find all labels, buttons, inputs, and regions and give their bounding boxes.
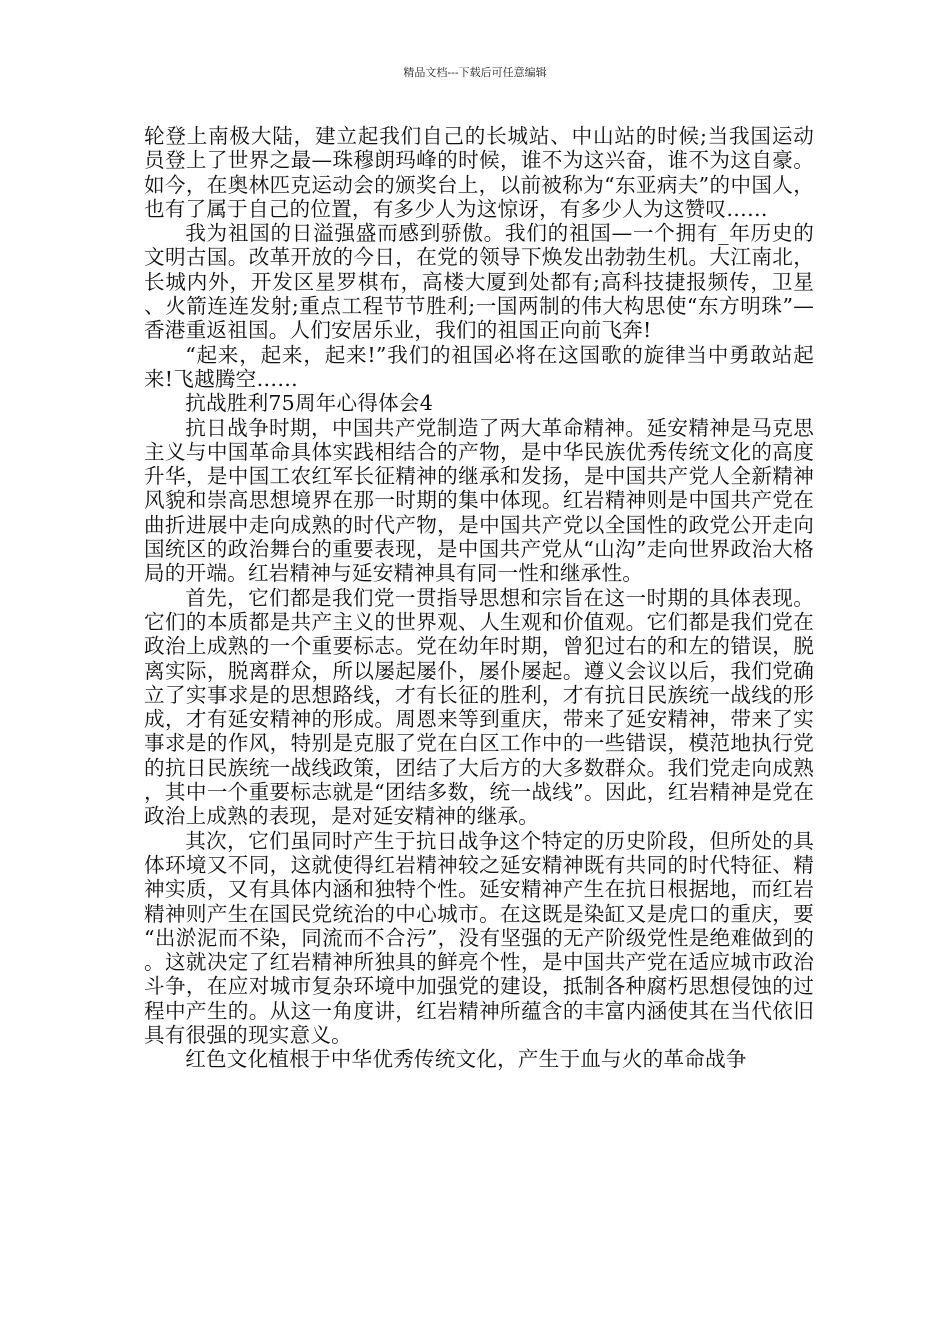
paragraph-second: 其次，它们虽同时产生于抗日战争这个特定的历史阶段，但所处的具体环境又不同，这就使得红岩精神较之延安精神既有共同的时代特征、精神实质，又有具体内涵和独特个性。延安精神产生在抗日根据地，而红岩精神则产生在国民党统治的中心城市。在这既是染缸又是虎口的重庆，要“出淤泥而不染，同流而不合污”，没有坚强的无产阶级党性是绝难做到的。这就决定了红岩精神所独具的鲜亮个性，是中国共产党在适应城市政治斗争，在应对城市复杂环境中加强党的建设，抵制各种腐朽思想侵蚀的过程中产生的。从这一角度讲，红岩精神所蕴含的丰富内涵使其在当代依旧具有很强的现实意义。 — [144, 828, 814, 1047]
paragraph-continued: 轮登上南极大陆，建立起我们自己的长城站、中山站的时候;当我国运动员登上了世界之最—珠穆朗玛峰的时候，谁不为这兴奋，谁不为这自豪。如今，在奥林匹克运动会的颁奖台上，以前被称为“东亚病夫”的中国人，也有了属于自己的位置，有多少人为这惊讶，有多少人为这赞叹…… — [144, 124, 814, 221]
document-body — [144, 124, 814, 1072]
paragraph-red-culture: 红色文化植根于中华优秀传统文化，产生于血与火的革命战争 — [185, 1047, 747, 1072]
section-heading: 抗战胜利75周年心得体会4 — [185, 391, 434, 416]
paragraph-first: 首先，它们都是我们党一贯指导思想和宗旨在这一时期的具体表现。它们的本质都是共产主义的世界观、人生观和价值观。它们都是我们党在政治上成熟的一个重要标志。党在幼年时期，曾犯过右的和左的错误，脱离实际，脱离群众，所以屡起屡仆，屡仆屡起。遵义会议以后，我们党确立了实事求是的思想路线，才有长征的胜利，才有抗日民族统一战线的形成，才有延安精神的形成。周恩来等到重庆，带来了延安精神，带来了实事求是的作风，特别是克服了党在白区工作中的一些错误，模范地执行党的抗日民族统一战线政策，团结了大后方的大多数群众。我们党走向成熟，其中一个重要标志就是“团结多数，统一战线”。因此，红岩精神是党在政治上成熟的表现，是对延安精神的继承。 — [144, 585, 814, 829]
paragraph-two-spirits: 抗日战争时期，中国共产党制造了两大革命精神。延安精神是马克思主义与中国革命具体实践相结合的产物，是中华民族优秀传统文化的高度升华，是中国工农红军长征精神的继承和发扬，是中国共产党人全新精神风貌和崇高思想境界在那一时期的集中体现。红岩精神则是中国共产党在曲折进展中走向成熟的时代产物，是中国共产党以全国性的政党公开走向国统区的政治舞台的重要表现，是中国共产党从“山沟”走向世界政治大格局的开端。红岩精神与延安精神具有同一性和继承性。 — [144, 415, 814, 586]
paragraph-anthem: “起来，起来，起来!”我们的祖国必将在这国歌的旋律当中勇敢站起来!飞越腾空…… — [144, 342, 814, 391]
page-header: 精品文档---下载后可任意编辑 — [403, 66, 547, 79]
paragraph-motherland-pride: 我为祖国的日溢强盛而感到骄傲。我们的祖国—一个拥有_年历史的文明古国。改革开放的今日，在党的领导下焕发出勃勃生机。大江南北，长城内外，开发区星罗棋布，高楼大厦到处都有;高科技捷报频传，卫星、火箭连连发射;重点工程节节胜利;一国两制的伟大构思使“东方明珠”—香港重返祖国。人们安居乐业，我们的祖国正向前飞奔! — [144, 221, 814, 343]
